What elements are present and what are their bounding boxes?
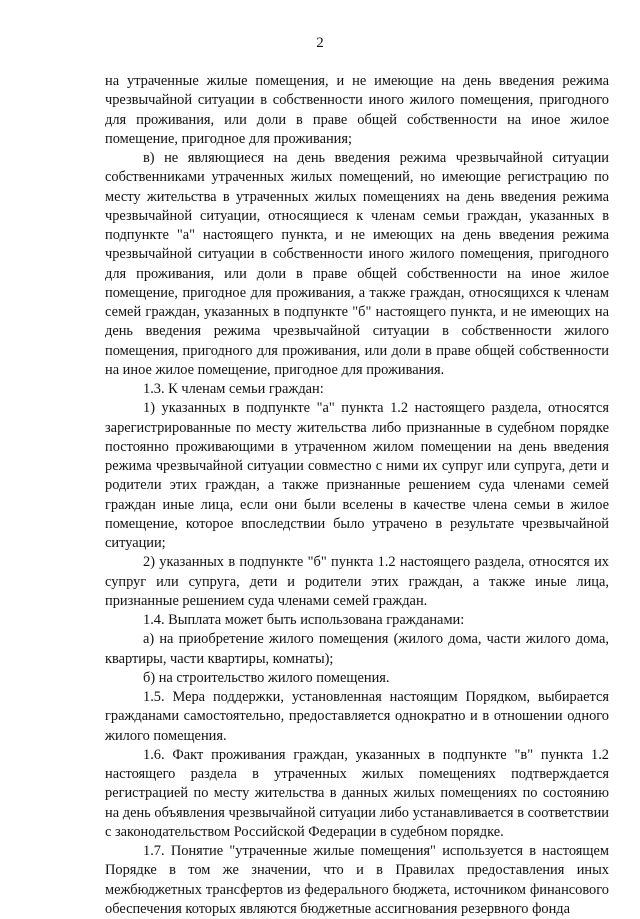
paragraph-1-6: 1.6. Факт проживания граждан, указанных в подпункте "в" пункта 1.2 настоящего раздела в утраченных жилых помещениях подтверждается регистрацией по месту жительства в данных жилых помещениях по состоянию на день объявления чрезвычайной ситуации либо устанавливается в соответствии с законодательством Российской Федерации в судебном порядке. — [105, 746, 609, 840]
paragraph-continuation: на утраченные жилые помещения, и не имеющие на день введения режима чрезвычайной ситуации в собственности иного жилого помещения, пригодного для проживания, или доли в праве общей собственности на иное жилое помещение, пригодное для проживания; — [105, 73, 609, 147]
paragraph-1-4-item-a: а) на приобретение жилого помещения (жилого дома, части жилого дома, квартиры, части квартиры, комнаты); — [105, 631, 609, 667]
paragraph-1-3-item-2: 2) указанных в подпункте "б" пункта 1.2 настоящего раздела, относятся их супруг или супруга, дети и родители этих граждан, а также иные лица, признанные решением суда членами семей граждан. — [105, 554, 609, 609]
paragraph-1-3-item-1: 1) указанных в подпункте "а" пункта 1.2 настоящего раздела, относятся зарегистрированные по месту жительства либо признанные в судебном порядке постоянно проживающими в утраченном жилом помещении на день введения режима чрезвычайной ситуации совместно с ними их супруг или супруга, дети и родители этих граждан, а также признанные решением суда членами семей граждан иные лица, если они были вселены в качестве члена семьи в жилое помещение, которое впоследствии было утрачено в результате чрезвычайной ситуации; — [105, 400, 609, 551]
paragraph-1-7: 1.7. Понятие "утраченные жилые помещения" используется в настоящем Порядке в том же значении, что и в Правилах предоставления иных межбюджетных трансфертов из федерального бюджета, источником финансового обеспечения которых являются бюджетные ассигнования резервного фонда — [105, 843, 609, 917]
paragraph-1-4: 1.4. Выплата может быть использована гражданами: — [143, 612, 465, 628]
document-body — [105, 72, 609, 919]
paragraph-subitem-v: в) не являющиеся на день введения режима чрезвычайной ситуации собственниками утраченных жилых помещений, но имеющие регистрацию по месту жительства в утраченных жилых помещениях на день введения режима чрезвычайной ситуации, относящиеся к членам семьи граждан, указанных в подпункте "а" настоящего пункта, и не имеющих на день введения режима чрезвычайной ситуации в собственности иного жилого помещения, пригодного для проживания, или доли в праве общей собственности на иное жилое помещение, пригодное для проживания, а также граждан, относящихся к членам семей граждан, указанных в подпункте "б" настоящего пункта, и не имеющих на день введения режима чрезвычайной ситуации в собственности жилого помещения, пригодного для проживания, или доли в праве общей собственности на иное жилое помещение, пригодное для проживания. — [105, 150, 609, 378]
paragraph-1-4-item-b: б) на строительство жилого помещения. — [143, 669, 390, 686]
page-number: 2 — [316, 35, 324, 51]
paragraph-1-5: 1.5. Мера поддержки, установленная настоящим Порядком, выбирается гражданами самостоятельно, предоставляется однократно и в отношении одного жилого помещения. — [105, 689, 609, 744]
paragraph-1-3: 1.3. К членам семьи граждан: — [143, 381, 324, 397]
